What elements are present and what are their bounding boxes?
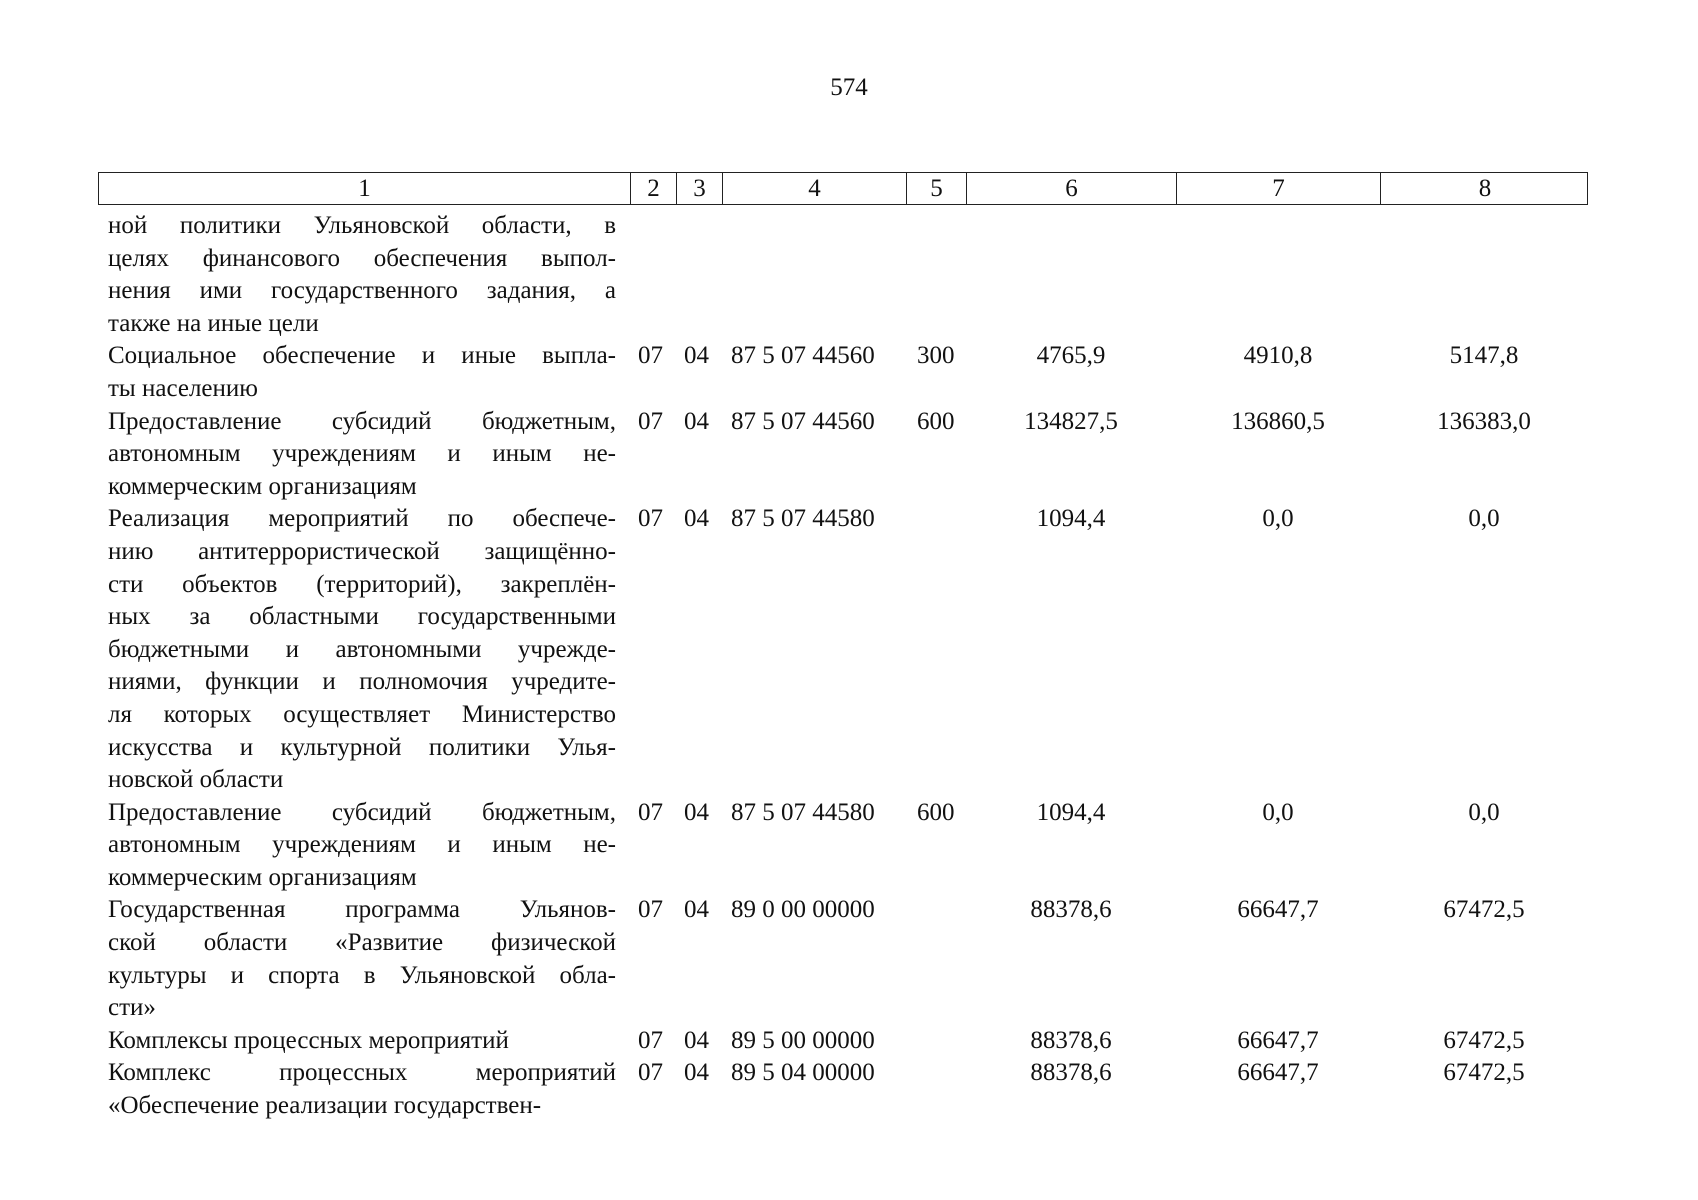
cell-col-7: 0,0 (1262, 798, 1294, 826)
row-description (108, 894, 616, 1024)
cell-col-8: 0,0 (1468, 798, 1500, 826)
cell-col-4: 87 5 07 44560 (731, 407, 875, 435)
header-col-3: 3 (677, 173, 723, 204)
description-line: ля которых осуществляет Министерство (108, 700, 616, 728)
header-col-1: 1 (99, 173, 631, 204)
description-line: ных за областными государственными (108, 603, 616, 631)
cell-col-8: 67472,5 (1443, 896, 1525, 924)
description-line: автономным учреждениям и иным не- (108, 440, 616, 468)
description-line: ной политики Ульяновской области, в (108, 212, 616, 239)
description-line: коммерческим организациям (108, 472, 417, 500)
header-col-4: 4 (723, 173, 907, 204)
description-line: нию антитеррористической защищённо- (108, 537, 616, 565)
cell-col-7: 4910,8 (1243, 342, 1313, 370)
description-line: нения ими государственного задания, а (108, 277, 616, 305)
cell-col-8: 67472,5 (1443, 1059, 1525, 1087)
cell-col-4: 89 5 04 00000 (731, 1059, 875, 1087)
cell-col-8: 0,0 (1468, 505, 1500, 533)
cell-col-4: 87 5 07 44580 (731, 798, 875, 826)
description-line: «Обеспечение реализации государствен- (108, 1092, 542, 1120)
description-line: Предоставление субсидий бюджетным, (108, 798, 616, 826)
cell-col-2: 07 (638, 896, 663, 924)
cell-col-3: 04 (684, 342, 709, 370)
description-line: сти объектов (территорий), закреплён- (108, 570, 616, 598)
header-col-8: 8 (1478, 174, 1492, 202)
cell-col-3: 04 (684, 798, 709, 826)
cell-col-6: 88378,6 (1030, 896, 1112, 924)
row-description (108, 797, 616, 895)
cell-col-6: 4765,9 (1036, 342, 1106, 370)
description-line: коммерческим организациям (108, 863, 417, 891)
cell-col-8: 5147,8 (1449, 342, 1519, 370)
cell-col-7: 66647,7 (1237, 1026, 1319, 1054)
cell-col-4: 89 5 00 00000 (731, 1026, 875, 1054)
header-col-6: 6 (967, 173, 1177, 204)
cell-col-8: 67472,5 (1443, 1026, 1525, 1054)
header-col-5: 5 (907, 173, 967, 204)
cell-col-7: 66647,7 (1237, 1059, 1319, 1087)
cell-col-3: 04 (684, 896, 709, 924)
table-row (0, 503, 1698, 796)
description-line: культуры и спорта в Ульяновской обла- (108, 961, 616, 989)
header-col-7: 7 (1177, 173, 1381, 204)
cell-col-3: 04 (684, 1059, 709, 1087)
cell-col-3: 04 (684, 505, 709, 533)
cell-col-6: 1094,4 (1036, 505, 1106, 533)
cell-col-7: 136860,5 (1231, 407, 1325, 435)
description-line: ской области «Развитие физической (108, 929, 616, 957)
table-body (0, 210, 1698, 1123)
description-line: Государственная программа Ульянов- (108, 896, 616, 924)
cell-col-4: 87 5 07 44560 (731, 342, 875, 370)
description-line: также на иные цели (108, 309, 319, 337)
cell-col-5: 600 (917, 407, 955, 435)
table-header (98, 172, 1588, 205)
description-line: сти» (108, 994, 156, 1022)
table-row (0, 210, 1698, 340)
table-row (0, 894, 1698, 1024)
description-line: автономным учреждениям и иным не- (108, 831, 616, 859)
description-line: Комплексы процессных мероприятий (108, 1026, 509, 1054)
cell-col-5: 600 (917, 798, 955, 826)
cell-col-6: 88378,6 (1030, 1026, 1112, 1054)
cell-col-2: 07 (638, 1059, 663, 1087)
row-description (108, 1025, 616, 1058)
cell-col-8: 136383,0 (1437, 407, 1531, 435)
description-line: Реализация мероприятий по обеспече- (108, 505, 616, 533)
description-line: Социальное обеспечение и иные выпла- (108, 342, 616, 370)
row-description (108, 406, 616, 504)
row-description (108, 340, 616, 405)
cell-col-2: 07 (638, 505, 663, 533)
table-row (0, 797, 1698, 895)
cell-col-4: 89 0 00 00000 (731, 896, 875, 924)
cell-col-2: 07 (638, 407, 663, 435)
cell-col-4: 87 5 07 44580 (731, 505, 875, 533)
description-line: ниями, функции и полномочия учредите- (108, 668, 616, 696)
row-description (108, 210, 616, 340)
row-description (108, 503, 616, 796)
description-line: искусства и культурной политики Улья- (108, 733, 616, 761)
description-line: Предоставление субсидий бюджетным, (108, 407, 616, 435)
table-row (0, 1057, 1698, 1122)
description-line: бюджетными и автономными учрежде- (108, 635, 616, 663)
cell-col-2: 07 (638, 798, 663, 826)
row-description (108, 1057, 616, 1122)
cell-col-2: 07 (638, 1026, 663, 1054)
cell-col-3: 04 (684, 1026, 709, 1054)
cell-col-3: 04 (684, 407, 709, 435)
description-line: Комплекс процессных мероприятий (108, 1059, 616, 1087)
header-col-2: 2 (631, 173, 677, 204)
table-row (0, 340, 1698, 405)
cell-col-6: 88378,6 (1030, 1059, 1112, 1087)
cell-col-2: 07 (638, 342, 663, 370)
description-line: новской области (108, 766, 284, 794)
table-row (0, 406, 1698, 504)
page-number: 574 (830, 74, 868, 101)
cell-col-7: 0,0 (1262, 505, 1294, 533)
cell-col-6: 1094,4 (1036, 798, 1106, 826)
cell-col-6: 134827,5 (1024, 407, 1118, 435)
description-line: ты населению (108, 374, 258, 402)
cell-col-5: 300 (917, 342, 955, 370)
table-row (0, 1025, 1698, 1058)
description-line: целях финансового обеспечения выпол- (108, 244, 616, 272)
cell-col-7: 66647,7 (1237, 896, 1319, 924)
